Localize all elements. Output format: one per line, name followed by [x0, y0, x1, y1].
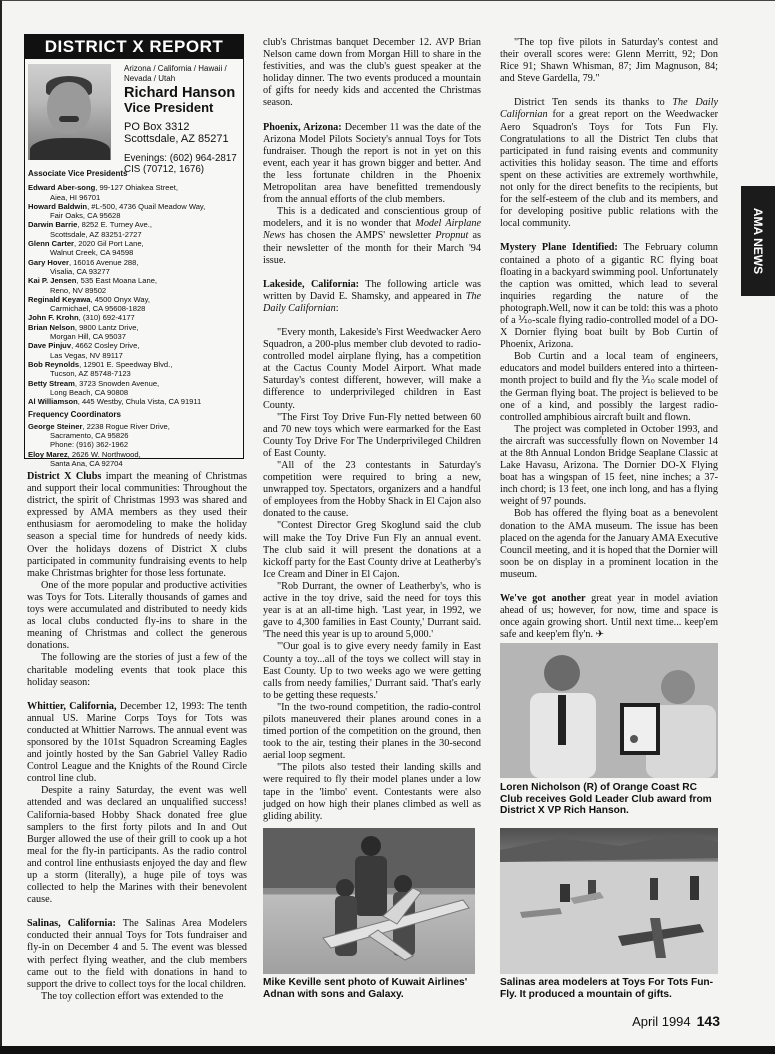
paragraph-text: for a great report on the Weedwacker Aero Squadron's Toys for Tots Fun Fly. Congratulations to all the District Ten clubs that participated in fund raising events and community activities this holiday season. The time and efforts spent on these activities are extremely worthwhile, not only for the direct benefits to the recipients, but for the self-esteem of the club and its members, and for developing positive public relations with the local community. [500, 109, 718, 230]
paragraph [263, 206, 481, 266]
portrait-shoulders [30, 138, 110, 160]
article-column-1 [27, 471, 247, 1003]
officer-address: , 16016 Avenue 288, [68, 257, 139, 267]
paragraph: "The pilots also tested their landing skills and were required to fly their model planes under a low tape in the 'limbo' event. Contestants were also judged on how high their planes climbed as well as gliding ability. [263, 762, 481, 822]
district-report-header-box [24, 34, 244, 468]
officer-name: Kai P. Jensen [28, 276, 77, 286]
paragraph-text: great year in model aviation ahead of us; however, for now, time and space is once again growing short. Until next time... keep'em safe and keep'em fly'n. ✈ [500, 593, 718, 641]
associates-heading: Associate Vice Presidents [28, 169, 128, 178]
vp-name: Richard Hanson [124, 85, 236, 101]
lead-in: We've got another [500, 593, 586, 605]
portrait-mustache [59, 116, 79, 122]
bottom-edge-bar [0, 1046, 775, 1054]
officer-address-line: Long Beach, CA 90808 [50, 387, 129, 397]
paragraph-text: The February column contained a photo of a gigantic RC flying boat floating in a backyard swimming pool. Unfortunately the caption was omitted, which lead to several inquiries regarding the nature of the photograph.Well, now it can be told: this was a photo of a ⅒-scale flying radio-controlled model of a DO-X Dornier flying boat built by Bob Curtin of Phoenix, Arizona. [500, 242, 718, 351]
paragraph-text: impart the meaning of Christmas and support their local communities: Throughout the district, the spirit of Christmas 1993 was shared and expressed by AMA members as they used their enthusiasm for aeromodeling to make the holiday season a special time for hundreds of needy kids. Over the holidays dozens of District X clubs participated in community fundraising events to help make Christmas brighter for those less fortunate. [27, 471, 247, 579]
paragraph-text: The following article was written by David E. Shamsky, and appeared in [263, 278, 481, 302]
salinas-photo-illustration [500, 828, 718, 974]
magazine-title: Model Airplane News [263, 218, 481, 242]
officer-address: , 99-127 Ohiakea Street, [95, 183, 178, 193]
officer-entry [28, 220, 242, 229]
officer-entry [28, 313, 242, 322]
lead-in: Whittier, California, [27, 700, 117, 712]
officer-address: , 445 Westby, Chula Vista, CA 91911 [77, 397, 202, 407]
officer-entry [28, 379, 242, 388]
officer-entry [28, 258, 242, 267]
vp-evening-phone: Evenings: (602) 964-2817 [124, 153, 237, 164]
officer-address: , 535 East Moana Lane, [76, 276, 158, 286]
paragraph [500, 593, 718, 641]
officer-address: , 8252 E. Turney Ave., [77, 220, 152, 230]
paragraph [27, 701, 247, 786]
side-tab-label: AMA NEWS [751, 207, 765, 275]
portrait-face [47, 82, 91, 134]
paragraph: The following are the stories of just a few of the charitable modeling events that took place this holiday season: [27, 652, 247, 688]
officer-name: Reginald Keyawa [28, 294, 91, 304]
officer-entry [28, 450, 242, 459]
paragraph-text: as their newsletter of the month for their March '94 issue. [263, 230, 481, 266]
officer-address: , 12901 E. Speedway Blvd., [79, 359, 173, 369]
officer-address: , 9800 Lantz Drive, [74, 322, 139, 332]
officer-name: Darwin Barrie [28, 220, 78, 230]
award-photo-caption: Loren Nicholson (R) of Orange Coast RC Club receives Gold Leader Club award from District X VP Rich Hanson. [500, 782, 712, 816]
paragraph: Bob Curtin and a local team of engineers, educators and model builders entered into a thirteen-month project to build and fly the ⅒ scale model of the German flying boat. The project is believed to be one of a kind, and possibly the largest radio-controlled amphibious aircraft built and flown. [500, 351, 718, 423]
officer-address-line: Reno, NV 89502 [50, 285, 107, 295]
lead-in: Phoenix, Arizona: [263, 121, 342, 133]
paragraph: Despite a rainy Saturday, the event was well attended and was declared an unqualified success! California-based Hobby Shack donated free glue samplers to the first forty pilots and In and Out Burger allowed the use of their grill to cook up a hot meal for the fly-in participants. As the radio control and control line enthusiasts enjoyed the day and flew up a storm (literally), a huge pile of toys was collected to help the Marines with their benevolent cause. [27, 785, 247, 906]
page-number: 143 [696, 1013, 720, 1029]
paragraph [263, 279, 481, 315]
paragraph [27, 471, 247, 580]
paragraph [500, 242, 718, 351]
paragraph [263, 122, 481, 207]
officer-name: Betty Stream [28, 378, 75, 388]
officer-name: George Steiner [28, 421, 83, 431]
officer-entry [28, 360, 242, 369]
lead-in: Salinas, California: [27, 918, 116, 930]
officer-list [28, 169, 242, 468]
lead-in: Lakeside, California: [263, 278, 360, 290]
officer-entry [28, 276, 242, 285]
paragraph: "The First Toy Drive Fun-Fly netted between 60 and 70 new toys which were earmarked for the East County Toy Drive For The Underprivileged Children of East County. [263, 411, 481, 459]
paragraph-text: District Ten sends its thanks to [514, 97, 673, 109]
officer-address-line: Fair Oaks, CA 95628 [50, 211, 121, 221]
officer-address-line: Santa Ana, CA 92704 [50, 458, 123, 468]
ama-news-side-tab [741, 186, 775, 296]
paragraph: "'Our goal is to give every needy family in East County a toy...all of the toys we collect will stay in East County. Up to two weeks ago we were getting calls from needy families,' Durrant said. 'That's early to be getting these requests.' [263, 641, 481, 701]
vp-portrait-photo [28, 64, 111, 160]
paragraph: club's Christmas banquet December 12. AVP Brian Nelson came down from Morgan Hill to share in the festivities, and was the club's guest speaker at the holiday dinner. The two events produced a mountain of gifts for needy kids and accented the Christmas season. [263, 37, 481, 109]
keville-family-photo [263, 828, 475, 974]
paragraph-text: December 12, 1993: The tenth annual US. Marine Corps Toys for Tots was conducted at Whittier Narrows. The annual event was sponsored by the 101st Squadron Screaming Eagles and jointly hosted by the San Gabriel Valley Radio Control League and the Knights of the Round Circle control line club. [27, 700, 247, 785]
vp-cis: CIS (70712, 1676) [124, 164, 205, 175]
officer-address: , #L-500, 4736 Quail Meadow Way, [87, 201, 206, 211]
vp-contact-info [124, 64, 242, 175]
paragraph-text: The Salinas Area Modelers conducted their annual Toys for Tots fundraiser and fly-in on December 4 and 5. The event was blessed with perfect flying weather, and the club members came out to the field with donations in hand to support the drive to collect toys for the local children. [27, 918, 247, 990]
officer-address: , 3723 Snowden Avenue, [74, 378, 160, 388]
officer-address: , 4662 Cosley Drive, [71, 341, 140, 351]
newsletter-title: Propnut [435, 230, 469, 242]
officer-name: Glenn Carter [28, 239, 74, 249]
officer-address-line: Phone: (916) 362-1962 [50, 440, 129, 450]
officer-address-line: Scottsdale, AZ 83251-2727 [50, 229, 142, 239]
officer-entry [28, 239, 242, 248]
keville-photo-caption: Mike Keville sent photo of Kuwait Airlines' Adnan with sons and Galaxy. [263, 977, 468, 1000]
officer-name: Howard Baldwin [28, 201, 88, 211]
officer-name: Eloy Marez [28, 449, 68, 459]
page-folio [590, 1013, 720, 1029]
paragraph: Bob has offered the flying boat as a benevolent donation to the AMA museum. The issue has been placed on the agenda for the January AMA Executive Council meeting, and it is hoped that the Dornier will soon be on display in a prominent location in the museum. [500, 508, 718, 580]
paragraph: The project was completed in October 1993, and the aircraft was successfully flown on November 14 at the 8th Annual London Bridge Seaplane Classic at Lake Havasu, Arizona. The Dornier DO-X Flying boat has a wingspan of 15 feet, nine inches; a 37-inch chord; is 13 feet, one inch long, and has a flying weight of 97 pounds. [500, 423, 718, 508]
officer-address-line: Tucson, AZ 85748-7123 [50, 369, 131, 379]
officer-address-line: Walnut Creek, CA 94598 [50, 248, 134, 258]
vp-address [124, 121, 242, 145]
paragraph-text: This is a dedicated and conscientious group of modelers, and it is no wonder that [263, 206, 481, 230]
officer-entry [28, 295, 242, 304]
officer-address-line: Visalia, CA 93277 [50, 266, 110, 276]
officer-name: Bob Reynolds [28, 359, 80, 369]
paragraph-text: : [335, 302, 339, 314]
keville-photo-illustration [263, 828, 475, 974]
officer-entry [28, 183, 242, 192]
officer-name: Brian Nelson [28, 322, 75, 332]
officer-address-line: Sacramento, CA 95826 [50, 431, 129, 441]
paragraph: "Rob Durrant, the owner of Leatherby's, who is active in the toy drive, said the need for toys this year is at an all-time high. 'Last year, in 1992, we gave to 4,300 families in East County,' Durrant said. 'The need this year is up to around 5,000.' [263, 580, 481, 641]
paragraph: The toy collection effort was extended to the [41, 990, 224, 1002]
paragraph: "In the two-round competition, the radio-control pilots maneuvered their planes around cones in a timed portion of the competition on the ground, then took to the air, testing their planes in the 30-second aerial loop segment. [263, 701, 481, 762]
lead-in: Mystery Plane Identified: [500, 242, 618, 254]
officer-name: Al Williamson [28, 397, 78, 407]
officer-entry [28, 341, 242, 350]
paragraph: "Every month, Lakeside's First Weedwacker Aero Squadron, a 200-plus member club devoted to radio-controlled model airplane flying, has a competition at the Cactus County Model Airport. What made Saturday's contest different, however, will make a difference to underprivileged children in East County. [263, 326, 481, 411]
officer-address: , 2238 Rogue River Drive, [82, 421, 170, 431]
salinas-photo-caption: Salinas area modelers at Toys For Tots Fun-Fly. It produced a mountain of gifts. [500, 977, 714, 1000]
paragraph-text: December 11 was the date of the Arizona Model Pilots Society's annual Toys for Tots fundraiser. Though the report is not in yet on this event, each year it has grown bigger and better. And the less fortunate children in the Phoenix Metropolitan area have benefitted tremendously from the annual efforts of the club members. [263, 121, 481, 206]
article-column-2 [263, 37, 481, 823]
officer-entry [28, 202, 242, 211]
officer-address: , 2626 W. Northwood, [67, 449, 141, 459]
issue-date: April 1994 [632, 1014, 691, 1029]
article-column-3 [500, 37, 718, 641]
officer-name: John F. Krohn [28, 313, 79, 323]
officer-address: , 2020 Gil Port Lane, [74, 239, 144, 249]
officer-entry [28, 397, 242, 406]
officer-name: Edward Aber-song [28, 183, 96, 193]
paragraph: "All of the 23 contestants in Saturday's competition were required to bring a new, unwrapped toy. Spectators, organizers and a handful of employees from the Hobby Shack in El Cajon also donated to the cause. [263, 460, 481, 520]
report-title: DISTRICT X REPORT [25, 35, 243, 59]
frequency-list [28, 422, 242, 468]
district-states: Arizona / California / Hawaii / Nevada / Utah [124, 64, 227, 83]
officer-address: , (310) 692-4177 [78, 313, 135, 323]
award-photo-illustration [500, 643, 718, 778]
officer-name: Dave Pinjuv [28, 341, 72, 351]
officer-address-line: Las Vegas, NV 89117 [50, 350, 123, 360]
vp-address-line-1: PO Box 3312 [124, 121, 190, 133]
paragraph-text: has chosen the AMPS' newsletter [285, 230, 436, 242]
vp-address-line-2: Scottsdale, AZ 85271 [124, 133, 229, 145]
officer-address-line: Aiea, HI 96701 [50, 192, 101, 202]
officer-entry [28, 422, 242, 431]
paragraph [27, 918, 247, 991]
officer-name: Gary Hover [28, 257, 69, 267]
salinas-funfly-photo [500, 828, 718, 974]
paragraph: "The top five pilots in Saturday's contest and their overall scores were: Glenn Merritt, 92; Don Rice 91; Shawn Whisman, 87; Jim Magnuson, 84; and Steve Gardella, 79." [500, 37, 718, 85]
officer-entry [28, 323, 242, 332]
paragraph [500, 97, 718, 230]
newspaper-title: The Daily Californian [263, 290, 481, 314]
officer-address-line: Carmichael, CA 95608-1828 [50, 304, 146, 314]
paragraph: One of the more popular and productive activities was Toys for Tots. Literally thousands of games and toys were accumulated and distributed to needy kids as local clubs conducted fly-ins to share in the meaning of Christmas and collect the generous donations. [27, 579, 247, 652]
lead-in: District X Clubs [27, 471, 102, 482]
newspaper-title: The Daily Californian [500, 97, 718, 121]
officer-address: , 4500 Onyx Way, [90, 294, 150, 304]
associates-list [28, 183, 242, 406]
vp-title: Vice President [124, 100, 214, 115]
award-presentation-photo [500, 643, 718, 778]
frequency-heading: Frequency Coordinators [28, 410, 121, 420]
officer-address-line: Morgan Hill, CA 95037 [50, 332, 126, 342]
paragraph: "Contest Director Greg Skoglund said the club will make the Toy Drive Fun Fly an annual event. The club said it will present the donations at a kickoff party for the East County drive at Leatherby's Ice Cream and Diner in El Cajon. [263, 520, 481, 580]
